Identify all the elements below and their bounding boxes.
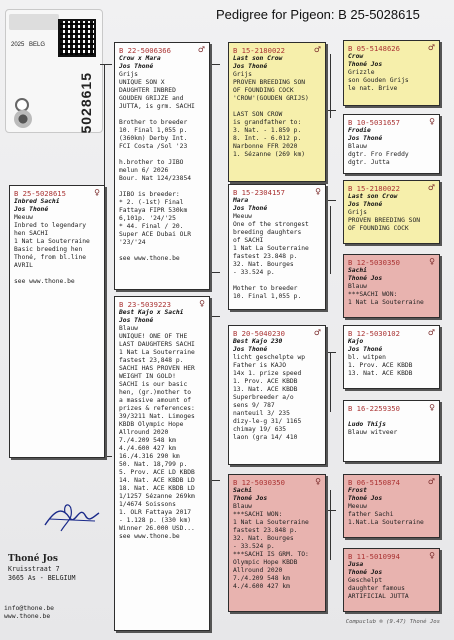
pigeon-description: Blauw dgtr. Fro Freddy dgtr. Jutta — [348, 143, 409, 167]
ring-year: 2025 — [11, 42, 25, 48]
owner-email: info@thone.be — [4, 604, 55, 612]
pigeon-owner: Thoné Jos — [348, 495, 383, 503]
pigeon-owner: Thoné Jos — [348, 61, 383, 69]
male-icon: ♂ — [197, 45, 205, 54]
pigeon-name: Jusa — [348, 561, 364, 569]
female-icon: ♀ — [199, 299, 205, 308]
pigeon-name: Kajo — [348, 338, 364, 346]
ring-number: B 15-2180022 — [233, 45, 285, 55]
pigeon-description: Geschelpt daughter famous ARTIFICIAL JUTTA — [348, 577, 409, 601]
owner-city: 3665 As - BELGIUM — [8, 574, 76, 583]
female-icon: ♀ — [315, 477, 321, 486]
ring-number: B 12-5030350 — [348, 257, 400, 267]
ring-number: B 06-5150874 — [348, 477, 400, 487]
pigeon-name: Sachi — [348, 267, 367, 275]
pigeon-card-dam — [114, 296, 210, 631]
pigeon-card-dss — [343, 325, 440, 389]
pigeon-owner: Jos Thoné — [119, 317, 154, 325]
ring-number: B 15-2304157 — [233, 187, 285, 197]
connector-line — [104, 456, 112, 457]
ring-number: B 10-5031657 — [348, 117, 400, 127]
pigeon-owner: Jos Thoné — [14, 206, 49, 214]
female-icon: ♀ — [94, 188, 100, 197]
owner-contact — [4, 604, 54, 621]
pigeon-description: Grijs UNIQUE SON X DAUGHTER INBRED GOUDEN GRIJZE and JUTTA, is grm. SACHI Brother to breeder 10. Final 1,055 p. (360km) Derby Int. FCI Costa /Sol '23 h.brother to JIBO melun 6/ 2026 Bour. Nat 124/23854 JIBO is breeder: * 2. (-1st) Final Fattaya FIPR 530km 6,101p. '24/'25 * 44. Final / 20. Super ACE Dubai OLR '23/'24 see www.thone.be — [119, 71, 195, 262]
pigeon-name: Crow x Mara — [119, 55, 161, 63]
owner-block — [8, 553, 76, 583]
ring-number: B 23-5039223 — [119, 299, 171, 309]
pigeon-owner: Jos Thoné — [348, 346, 383, 354]
pigeon-description: Blauw witveer — [348, 429, 398, 437]
pigeon-card-sss — [343, 40, 440, 106]
pigeon-card-ssd — [343, 114, 440, 174]
pigeon-description: Meeuw father Sachi 1.Nat.La Souterraine — [348, 503, 424, 527]
pigeon-description: Meeuw Inbred to legendary hen SACHI 1 Nat La Souterraine Basic breeding hen Thoné, from bl.line AVRIL see www.thone.be — [14, 214, 90, 285]
page-title: Pedigree for Pigeon: B 25-5028615 — [216, 7, 420, 22]
male-icon: ♂ — [313, 328, 321, 337]
connector-line — [326, 352, 336, 353]
pigeon-name: Frost — [348, 487, 367, 495]
ring-band-image — [9, 14, 59, 30]
connector-line — [210, 272, 220, 273]
connector-line — [330, 490, 331, 560]
footer-credit: Compuclub ® (9.47) Thoné Jos — [345, 619, 440, 625]
male-icon: ♂ — [427, 43, 435, 52]
qr-code-icon — [60, 21, 94, 55]
pigeon-description: Grizzle son Gouden Grijs le nat. Brive — [348, 69, 409, 93]
pigeon-owner: Thoné Jos — [348, 569, 383, 577]
ring-number: B 11-5010994 — [348, 551, 400, 561]
pigeon-description: Blauw ***SACHI WON: 1 Nat La Souterraine fastest 23.848 p. 32. Nat. Bourges - 33.524 p. ***SACHI IS GRM. TO: Olympic Hope KBDB Allround 2020 7./4.209 548 km 4./4.600 427 km — [233, 503, 309, 590]
pigeon-name: Sachi — [233, 487, 252, 495]
pigeon-card-sire-dam — [228, 184, 326, 310]
female-icon: ♀ — [429, 551, 435, 560]
pigeon-name: Inbred Sachi — [14, 198, 60, 206]
pigeon-name: Last son Crow — [348, 193, 398, 201]
ring-number: B 12-5030102 — [348, 328, 400, 338]
owner-name: Thoné Jos — [8, 554, 58, 564]
ring-card — [5, 9, 103, 133]
male-icon: ♂ — [427, 183, 435, 192]
connector-line — [100, 64, 112, 65]
pigeon-owner: Jos Thoné — [233, 205, 268, 213]
pigeon-card-sire-sire — [228, 42, 326, 182]
ring-number: B 16-2259350 — [348, 403, 400, 413]
connector-line — [210, 64, 220, 65]
ring-number: B 05-5148626 — [348, 43, 400, 53]
female-icon: ♀ — [429, 117, 435, 126]
pigeon-description: licht geschelpte wp Father is KAJO 14x 1. prize speed 1. Prov. ACE KBDB 13. Nat. ACE KBDB Superbreeder a/o sens 9/ 787 nanteuil 3/ 235 dizy-le-g 31/ 1165 chimay 19/ 635 laon (gra 14/ 410 — [233, 354, 306, 441]
pigeon-owner: Jos Thoné — [233, 63, 268, 71]
signature-image — [43, 495, 101, 537]
ring-number: B 15-2180022 — [348, 183, 400, 193]
pigeon-card-subject — [9, 185, 105, 458]
pigeon-description: Meeuw One of the strongest breeding daughters of SACHI 1 Nat La Souterraine fastest 23.848 p. 32. Nat. Bourges - 33.524 p. Mother to breeder 10. Final 1,055 p. — [233, 213, 309, 300]
female-icon: ♀ — [315, 187, 321, 196]
ring-number: B 12-5030350 — [233, 477, 285, 487]
connector-line — [326, 200, 336, 201]
pigeon-card-sds — [343, 180, 440, 244]
pigeon-name: Crow — [348, 53, 364, 61]
pigeon-description: Grijs PROVEN BREEDING SON OF FOUNDING COCK 'CROW'(GOUDEN GRIJS) LAST SON CROW is grandfather to: 3. Nat. - 1.859 p. 8. Int. - 6.012 p. Narbonne FFR 2020 1. Sézanne (269 km) — [233, 71, 309, 158]
pigeon-name: Ludo Thijs — [348, 421, 386, 429]
owner-street: Kruisstraat 7 — [8, 565, 60, 574]
connector-line — [326, 510, 336, 511]
connector-line — [330, 206, 331, 274]
pigeon-owner: Jos Thoné — [348, 201, 383, 209]
male-icon: ♂ — [427, 477, 435, 486]
pigeon-description: Grijs PROVEN BREEDING SON OF FOUNDING COCK — [348, 209, 421, 233]
pigeon-name: Best Kajo x Sachi — [119, 309, 184, 317]
pigeon-owner: Jos Thoné — [348, 135, 383, 143]
pigeon-owner: Thoné Jos — [348, 275, 383, 283]
pigeon-card-dds — [343, 474, 440, 538]
pigeon-card-dam-sire — [228, 325, 326, 465]
ring-number: B 22-5006366 — [119, 45, 171, 55]
pigeon-name: Frodie — [348, 127, 371, 135]
pigeon-name: Last son Crow — [233, 55, 283, 63]
owner-website: www.thone.be — [4, 612, 51, 621]
pigeon-name: Best Kajo 230 — [233, 338, 283, 346]
ring-number: B 20-5040230 — [233, 328, 285, 338]
pigeon-card-sdd — [343, 254, 440, 318]
male-icon: ♂ — [313, 45, 321, 54]
male-icon: ♂ — [427, 328, 435, 337]
pigeon-card-dam-dam — [228, 474, 326, 612]
pigeon-card-ddd — [343, 548, 440, 612]
pigeon-description: bl. witpen 1. Prov. ACE KBDB 13. Nat. ACE KBDB — [348, 354, 413, 378]
female-icon: ♀ — [429, 403, 435, 412]
pigeon-card-dsd — [343, 400, 440, 462]
connector-line — [210, 480, 220, 481]
pigeon-owner: Jos Thoné — [233, 346, 268, 354]
connector-line — [330, 54, 331, 118]
seal-icon — [14, 110, 32, 128]
pigeon-owner: Thoné Jos — [233, 495, 268, 503]
pigeon-card-sire — [114, 42, 210, 290]
pigeon-owner: Jos Thoné — [119, 63, 154, 71]
connector-line — [330, 352, 331, 412]
pigeon-description: Blauw UNIQUE! ONE OF THE LAST DAUGHTERS SACHI 1 Nat La Souterraine fastest 23,848 p. SACHI HAS PROVEN HER WEIGHT IN GOLD! SACHI is our basic hen, (gr.)mother to a massive amount of prizes & references: 39/3211 Nat. Limoges KBDB Olympic Hope Allround 2020 7./4.209 548 km 4./4.600 427 km 16./4.316 290 km 50. Nat. 18,799 p. 5. Prov. ACE LD KBDB 14. Nat. ACE KBDB LD 18. Nat. ACE KBDB LD 1/1257 Sézanne 269km 1/4674 Soissons 1. OLR Fattaya 2017 - 1.128 p. (330 km) Winner 26.000 USD... see www.thone.be — [119, 325, 195, 540]
ring-number: 5028615 — [78, 72, 94, 134]
female-icon: ♀ — [429, 257, 435, 266]
pigeon-name: Mara — [233, 197, 249, 205]
ring-number: B 25-5028615 — [14, 188, 66, 198]
connector-line — [210, 316, 220, 317]
connector-line — [326, 110, 336, 111]
ring-country: BELG — [29, 42, 46, 48]
pigeon-description: Blauw ***SACHI WON: 1 Nat La Souterraine — [348, 283, 424, 307]
